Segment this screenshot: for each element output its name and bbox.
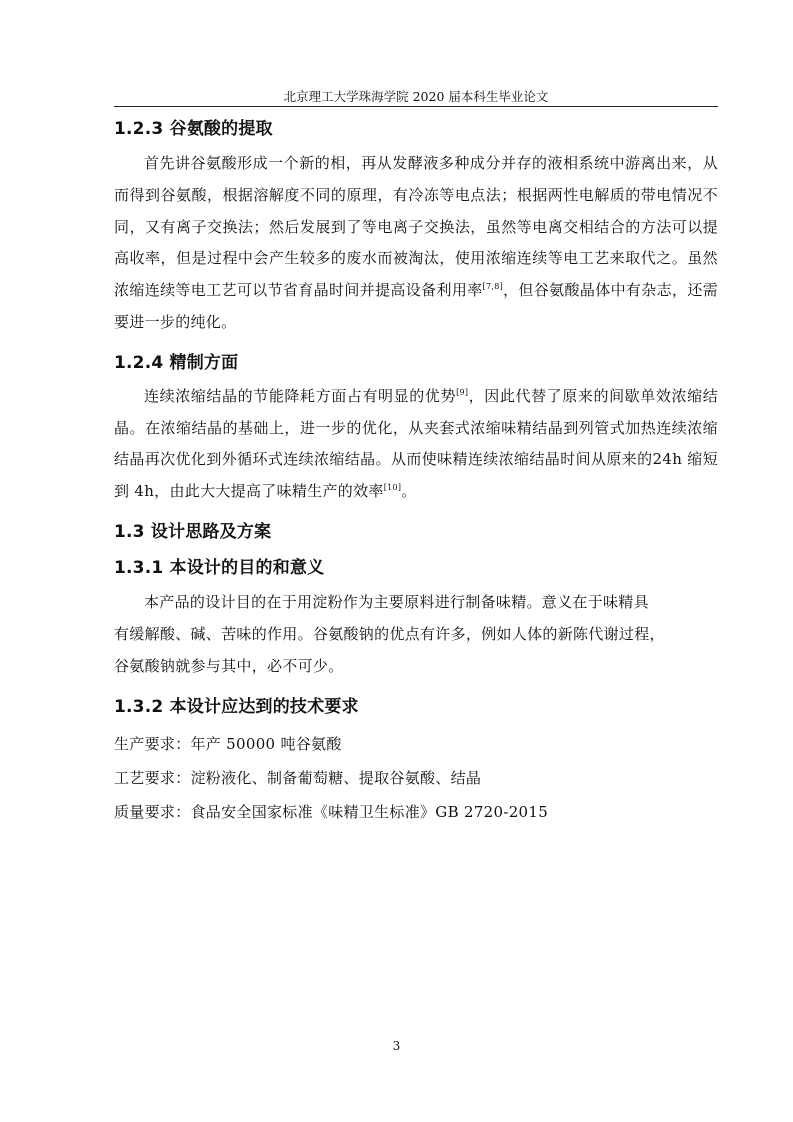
section-heading-1-2-4: 1.2.4 精制方面 (114, 352, 239, 373)
section-heading-1-3: 1.3 设计思路及方案 (114, 521, 272, 542)
paragraph-text: 。 (401, 482, 417, 501)
paragraph-line: 谷氨酸钠就参与其中，必不可少。 (114, 656, 344, 675)
requirements-list (114, 727, 718, 829)
section-heading-1-2-3: 1.2.3 谷氨酸的提取 (114, 119, 273, 139)
page-number: 3 (392, 1039, 401, 1053)
citation-reference: [7,8] (482, 282, 504, 292)
requirement-production: 生产要求：年产 50000 吨谷氨酸 (114, 735, 342, 754)
paragraph-line: 有缓解酸、碱、苦味的作用。谷氨酸钠的优点有许多，例如人体的新陈代谢过程， (114, 624, 665, 643)
citation-reference: [9] (456, 387, 469, 397)
paragraph-refining (114, 381, 718, 508)
requirement-quality: 质量要求：食品安全国家标准《味精卫生标准》GB 2720-2015 (114, 803, 549, 822)
paragraph-text: 连续浓缩结晶的节能降耗方面占有明显的优势 (144, 386, 457, 405)
paragraph-text: ，因此代替了原来的间歇单效浓缩结晶。在浓缩结晶的基础上，进一步的优化，从夹套式浓缩味精结晶到列管式加热连续浓缩结晶再次优化到外循环式连续浓缩结晶。从而使味精连续浓缩结晶时间从原来的24h 缩短到 4h，由此大大提高了味精生产的效率 (114, 386, 718, 501)
section-heading-1-3-2: 1.3.2 本设计应达到的技术要求 (114, 697, 359, 718)
paragraph-line: 本产品的设计目的在于用淀粉作为主要原料进行制备味精。意义在于味精具 (144, 592, 649, 611)
requirement-process: 工艺要求：淀粉液化、制备葡萄糖、提取谷氨酸、结晶 (114, 769, 482, 788)
paragraph-design-purpose (114, 587, 718, 682)
citation-reference: [10] (383, 483, 402, 493)
paragraph-text: 首先讲谷氨酸形成一个新的相，再从发酵液多种成分并存的液相系统中游离出来，从而得到谷氨酸，根据溶解度不同的原理，有冷冻等电点法；根据两性电解质的带电情况不同，又有离子交换法；然后发展到了等电离子交换法，虽然等电离交相结合的方法可以提高收率，但是过程中会产生较多的废水而被淘汰，使用浓缩连续等电工艺来取代之。虽然浓缩连续等电工艺可以节省育晶时间并提高设备利用率 (114, 154, 718, 300)
paragraph-glutamic-acid-extraction (114, 148, 718, 339)
running-header: 北京理工大学珠海学院 2020 届本科生毕业论文 (114, 87, 718, 107)
page-body (114, 114, 718, 829)
paragraph-text: ，但谷氨酸晶体中有杂志，还需要进一步的纯化。 (114, 281, 719, 331)
section-heading-1-3-1: 1.3.1 本设计的目的和意义 (114, 557, 325, 578)
